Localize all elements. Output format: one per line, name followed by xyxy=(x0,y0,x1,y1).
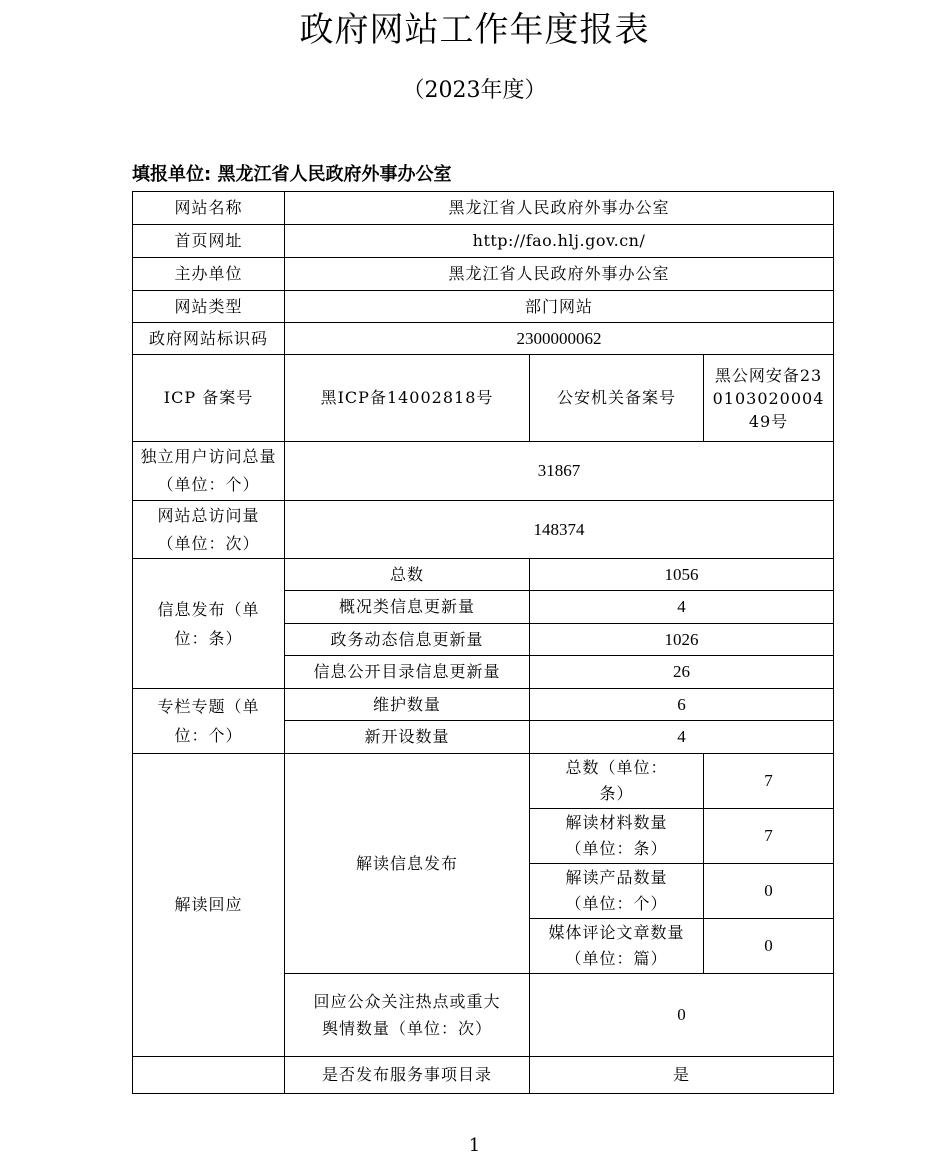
row-info-total xyxy=(133,559,834,591)
info-news-value: 1026 xyxy=(530,624,834,656)
info-overview-value: 4 xyxy=(530,591,834,624)
total-visits-value: 148374 xyxy=(285,501,834,559)
site-id-label: 政府网站标识码 xyxy=(133,323,285,355)
interp-products-value: 0 xyxy=(704,864,834,919)
site-name-value: 黑龙江省人民政府外事办公室 xyxy=(285,192,834,225)
column-new-label: 新开设数量 xyxy=(285,721,530,754)
interp-materials-value: 7 xyxy=(704,809,834,864)
report-year: （2023年度） xyxy=(402,78,547,103)
police-record-label: 公安机关备案号 xyxy=(530,355,704,442)
row-column-maintained xyxy=(133,689,834,721)
row-site-id xyxy=(133,323,834,355)
row-site-name xyxy=(133,192,834,225)
column-maintained-value: 6 xyxy=(530,689,834,721)
info-overview-label: 概况类信息更新量 xyxy=(285,591,530,624)
service-catalog-value: 是 xyxy=(530,1057,834,1094)
column-maintained-label: 维护数量 xyxy=(285,689,530,721)
special-column-label: 专栏专题（单位：个） xyxy=(133,689,285,754)
row-icp xyxy=(133,355,834,442)
report-title: 政府网站工作年度报表 xyxy=(299,10,650,50)
row-total-visits xyxy=(133,501,834,559)
homepage-link[interactable]: http://fao.hlj.gov.cn/ xyxy=(285,225,834,258)
unique-visitors-label: 独立用户访问总量（单位：个） xyxy=(133,442,285,501)
hotspot-value: 0 xyxy=(530,974,834,1057)
service-catalog-label: 是否发布服务事项目录 xyxy=(285,1057,530,1094)
column-new-value: 4 xyxy=(530,721,834,754)
reporting-unit: 填报单位: 黑龙江省人民政府外事办公室 xyxy=(132,164,452,185)
site-name-label: 网站名称 xyxy=(133,192,285,225)
interp-products-label: 解读产品数量（单位：个） xyxy=(530,864,704,919)
site-type-label: 网站类型 xyxy=(133,291,285,323)
info-total-label: 总数 xyxy=(285,559,530,591)
homepage-label: 首页网址 xyxy=(133,225,285,258)
info-total-value: 1056 xyxy=(530,559,834,591)
row-interp-total xyxy=(133,754,834,809)
row-homepage xyxy=(133,225,834,258)
site-type-value: 部门网站 xyxy=(285,291,834,323)
service-catalog-blank xyxy=(133,1057,285,1094)
icp-label: ICP 备案号 xyxy=(133,355,285,442)
interpretation-release-label: 解读信息发布 xyxy=(285,754,530,974)
interp-media-value: 0 xyxy=(704,919,834,974)
info-catalog-label: 信息公开目录信息更新量 xyxy=(285,656,530,689)
interp-materials-label: 解读材料数量（单位：条） xyxy=(530,809,704,864)
icp-value: 黑ICP备14002818号 xyxy=(285,355,530,442)
interp-total-label: 总数（单位：条） xyxy=(530,754,704,809)
info-news-label: 政务动态信息更新量 xyxy=(285,624,530,656)
row-unique-visitors xyxy=(133,442,834,501)
sponsor-label: 主办单位 xyxy=(133,258,285,291)
page-number: 1 xyxy=(468,1135,481,1156)
interpretation-label: 解读回应 xyxy=(133,754,285,1057)
sponsor-value: 黑龙江省人民政府外事办公室 xyxy=(285,258,834,291)
interp-total-value: 7 xyxy=(704,754,834,809)
annual-report-table xyxy=(132,191,834,1094)
info-release-label: 信息发布（单位：条） xyxy=(133,559,285,689)
site-id-value: 2300000062 xyxy=(285,323,834,355)
interp-media-label: 媒体评论文章数量（单位：篇） xyxy=(530,919,704,974)
row-sponsor xyxy=(133,258,834,291)
police-record-value: 黑公网安备23010302000449号 xyxy=(704,355,834,442)
info-catalog-value: 26 xyxy=(530,656,834,689)
unique-visitors-value: 31867 xyxy=(285,442,834,501)
total-visits-label: 网站总访问量（单位：次） xyxy=(133,501,285,559)
row-service-catalog xyxy=(133,1057,834,1094)
row-site-type xyxy=(133,291,834,323)
hotspot-label: 回应公众关注热点或重大舆情数量（单位：次） xyxy=(285,974,530,1057)
